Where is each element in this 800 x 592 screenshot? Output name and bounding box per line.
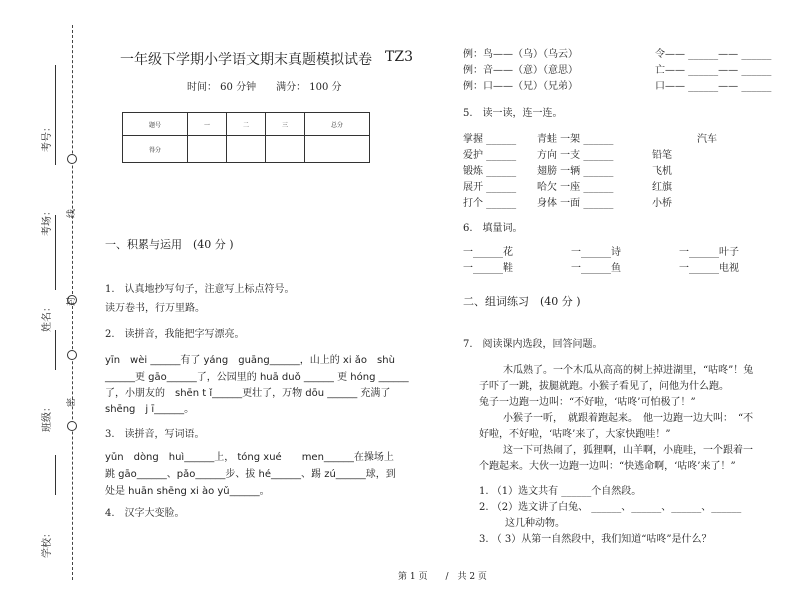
margin-underline [55,215,56,290]
sub-question-1: 1. （1）选文共有 ______个自然段。 [479,486,642,497]
time-score-line: 时间： 60 分钟 满分： 100 分 [187,82,342,93]
measure-word-item: 一______花 [463,247,513,258]
match-left: 爱护 ______ [463,150,517,161]
question-3-line: 跳 gāo______、pǎo______步、拔 hé______、踢 zú______球，到 [105,469,396,480]
exercise-line: 令—— ______—— ______ [655,49,772,60]
match-left: 打个 ______ [463,198,517,209]
passage-line: 木瓜熟了。一个木瓜从高高的树上掉进湖里，“咕咚”！兔 [503,365,754,376]
measure-word-item: 一______电视 [679,263,739,274]
measure-word-item: 一______鱼 [571,263,621,274]
example-line: 例：口——（兄）（兄弟） [463,81,578,92]
question-2-line: yīn wèi ______有了 yáng guāng______，山上的 xi ǎo shù [105,355,395,366]
measure-word-item: 一______鞋 [463,263,513,274]
margin-underline [55,65,56,165]
margin-name: 姓名： [42,302,53,332]
match-middle: 哈欠 一座 ______ [537,182,614,193]
passage-line: 好啦，不好啦，‘咕咚’来了，大家快跑哇！” [479,429,671,440]
match-middle: 翅膀 一辆 ______ [537,166,614,177]
question-2-line: shēng j ī______。 [105,404,195,415]
score-table-cell: 总分 [305,113,370,136]
match-right: 飞机 [652,166,672,177]
margin-class: 班级： [42,402,53,432]
question-3-line: 处是 huān shēng xi ào yǔ______。 [105,486,270,497]
match-left: 掌握 ______ [463,134,517,145]
binding-hole [67,154,77,164]
question-1-text: 读万卷书，行万里路。 [105,303,205,314]
section-two-heading: 二、组词练习 (40 分 ) [463,295,581,308]
margin-kaochang: 考场： [42,206,53,236]
match-middle: 身体 一面 ______ [537,198,614,209]
question-7: 7. 阅读课内选段，回答问题。 [463,339,603,350]
margin-kaohao: 考号： [42,122,53,152]
margin-school: 学校： [42,528,53,558]
score-table-cell: 得分 [123,136,188,163]
passage-line: 个跑起来。大伙一边跑一边叫：“快逃命啊，‘咕咚’来了！” [479,461,736,472]
score-table-cell[interactable] [188,136,227,163]
question-2: 2. 读拼音，我能把字写漂亮。 [105,329,245,340]
binding-hole [67,421,77,431]
score-table-cell: 题号 [123,113,188,136]
question-6: 6. 填量词。 [463,223,523,234]
sub-question-3: 3. （ 3）从第一自然段中，我们知道“咕咚”是什么？ [479,534,712,545]
sub-question-2-cont: 这几种动物。 [505,518,565,529]
match-right: 小桥 [652,198,672,209]
score-table-cell[interactable] [266,136,305,163]
match-right: 红旗 [652,182,672,193]
question-4: 4. 汉字大变脸。 [105,508,185,519]
margin-underline [55,330,56,370]
passage-line: 兔子一边跑一边叫：“不好啦，‘咕咚’可怕极了！” [479,397,696,408]
score-table-cell: 二 [227,113,266,136]
score-table-cell[interactable] [305,136,370,163]
example-line: 例：音——（意）（意思） [463,65,578,76]
match-right: 汽车 [697,134,717,145]
example-line: 例：鸟——（乌）（乌云） [463,49,578,60]
question-2-line: ______更 gāo______了，公园里的 huā duǒ ______ 更 hóng ______ [105,372,409,383]
score-table-cell[interactable] [227,136,266,163]
measure-word-item: 一______诗 [571,247,621,258]
question-3-line: yǔn dòng huì______上， tóng xué men______在操场上 [105,452,394,463]
margin-feng: 封 [67,296,77,306]
match-left: 展开 ______ [463,182,517,193]
exercise-line: 亡—— ______—— ______ [655,65,772,76]
page-title: 一年级下学期小学语文期末真题模拟试卷 [120,52,372,68]
margin-xian: 线 [67,208,77,218]
question-2-line: 了，小朋友的 shēn t ǐ______更壮了，万物 dōu ______ 充满了 [105,388,391,399]
match-left: 锻炼 ______ [463,166,517,177]
score-table [122,112,370,163]
score-table-cell: 三 [266,113,305,136]
passage-line: 子吓了一跳，拔腿就跑。小猴子看见了，问他为什么跑。 [479,381,729,392]
score-table-cell: 一 [188,113,227,136]
margin-mi: 密 [67,397,77,407]
passage-line: 这一下可热闹了，狐狸啊，山羊啊，小鹿哇，一个跟着一 [503,445,753,456]
exercise-line: 口—— ______—— ______ [655,81,772,92]
paper-code: TZ3 [385,49,413,65]
margin-underline [55,455,56,495]
question-3: 3. 读拼音，写词语。 [105,429,205,440]
question-1: 1. 认真地抄写句子，注意写上标点符号。 [105,284,295,295]
sub-question-2: 2. （2）选文讲了白兔、 ______、______、______、______ [479,502,742,513]
section-one-heading: 一、积累与运用 (40 分 ) [105,238,234,251]
measure-word-item: 一______叶子 [679,247,739,258]
match-middle: 青蛙 一架 ______ [537,134,614,145]
match-right: 铅笔 [652,150,672,161]
passage-line: 小猴子一听， 就跟着跑起来。 他一边跑一边大叫： “不 [503,413,754,424]
binding-hole [67,350,77,360]
question-5: 5. 读一读，连一连。 [463,108,563,119]
match-middle: 方向 一支 ______ [537,150,614,161]
page-number: 第 1 页 / 共 2 页 [398,572,487,582]
